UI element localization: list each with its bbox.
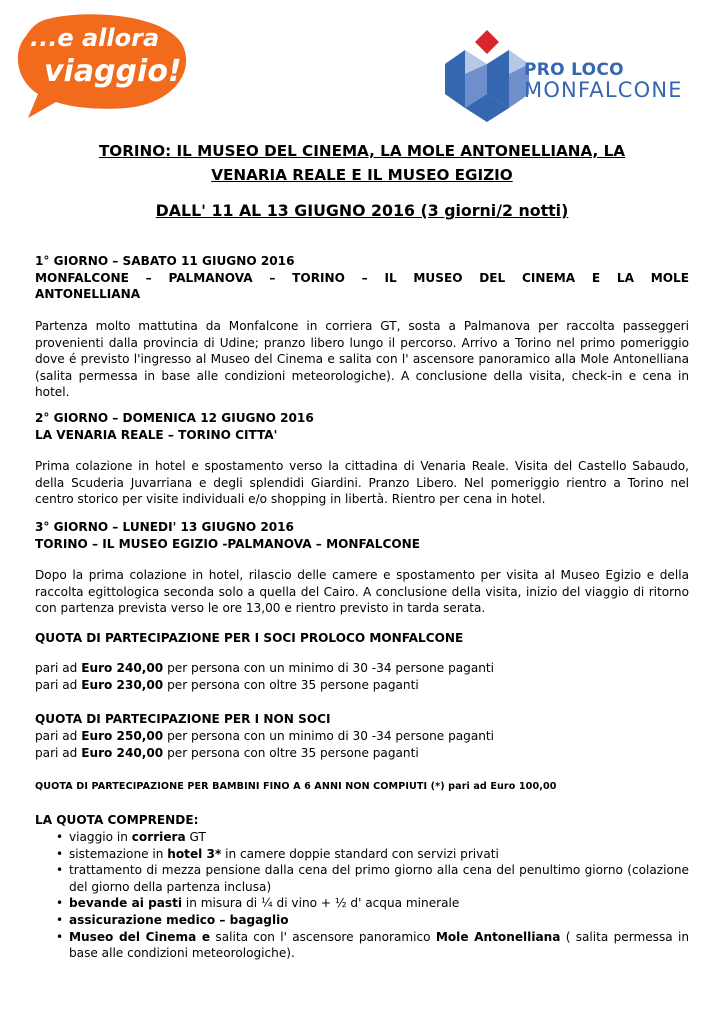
item-bold: Museo del Cinema e <box>69 929 211 944</box>
page-title <box>30 139 694 187</box>
day3-header <box>35 519 689 552</box>
quota-non-soci-row <box>35 728 689 745</box>
list-item <box>35 846 689 863</box>
row-prefix: pari ad <box>35 729 82 743</box>
quota-soci-row <box>35 677 689 694</box>
comprende-list-block <box>35 829 689 962</box>
list-item <box>35 829 689 846</box>
day1-route-line2: ANTONELLIANA <box>35 287 141 302</box>
quota-non-soci-rows <box>35 728 689 761</box>
row-suffix: per persona con oltre 35 persone paganti <box>163 745 419 760</box>
logo-left-line1: ...e allora <box>30 24 160 52</box>
day1-header <box>35 253 689 303</box>
item-bold: corriera <box>131 830 186 844</box>
item-bold: Mole Antonelliana <box>435 929 561 944</box>
comprende-heading: LA QUOTA COMPRENDE: <box>35 813 199 827</box>
day2-heading: 2° GIORNO – DOMENICA 12 GIUGNO 2016 <box>35 411 314 425</box>
item-text: salita con l' ascensore panoramico <box>210 929 436 944</box>
item-text: trattamento di mezza pensione dalla cena del primo giorno alla cena del penultimo giorno (colazione del giorno della partenza inclusa) <box>69 863 689 894</box>
item-text: ( salita permessa in base alle condizioni meteorologiche). <box>69 929 689 961</box>
item-bold: hotel 3* <box>167 846 222 861</box>
logo-right-line1: PRO LOCO <box>524 60 624 80</box>
day2-route: LA VENARIA REALE – TORINO CITTA' <box>35 427 278 442</box>
day2-header <box>35 410 689 443</box>
logo-right-line2: MONFALCONE <box>524 78 683 102</box>
title-line-1: TORINO: IL MUSEO DEL CINEMA, LA MOLE ANTONELLIANA, LA <box>98 142 626 160</box>
day3-description: Dopo la prima colazione in hotel, rilascio delle camere e spostamento per visita al Museo Egizio e della raccolta egittologica seconda solo a quella del Cairo. A conclusione della visita, inizio del viaggio di ritorno con partenza prevista verso le ore 13,00 e rientro previsto in tarda serata. <box>35 568 689 616</box>
title-line-2: VENARIA REALE E IL MUSEO EGIZIO <box>211 166 513 184</box>
day3-heading: 3° GIORNO – LUNEDI' 13 GIUGNO 2016 <box>35 520 294 534</box>
item-text: in camere doppie standard con servizi privati <box>221 846 499 861</box>
list-item <box>35 862 689 895</box>
row-prefix: pari ad <box>35 661 82 675</box>
day1-heading: 1° GIORNO – SABATO 11 GIUGNO 2016 <box>35 254 295 268</box>
quota-soci-row <box>35 660 689 677</box>
day3-route: TORINO – IL MUSEO EGIZIO -PALMANOVA – MONFALCONE <box>35 536 420 551</box>
row-prefix: pari ad <box>35 677 82 692</box>
quota-non-soci-heading: QUOTA DI PARTECIPAZIONE PER I NON SOCI <box>35 712 331 726</box>
row-amount: Euro 250,00 <box>81 729 164 743</box>
row-suffix: per persona con un minimo di 30 -34 persone paganti <box>163 729 495 743</box>
item-bold: assicurazione medico – bagaglio <box>69 912 289 927</box>
row-suffix: per persona con oltre 35 persone paganti <box>163 677 419 692</box>
day2-description: Prima colazione in hotel e spostamento verso la cittadina di Venaria Reale. Visita del Castello Sabaudo, della Scuderia Juvarriana e degli splendidi Giardini. Pranzo Libero. Nel pomeriggio rientro a Torino nel centro storico per visite individuali e/o shopping in libertà. Rientro per cena in hotel. <box>35 459 689 507</box>
row-prefix: pari ad <box>35 745 82 760</box>
list-item <box>35 895 689 912</box>
logo-left-line2: viaggio! <box>44 54 182 89</box>
item-bold: bevande ai pasti <box>69 896 183 911</box>
day1-route-line1: MONFALCONE – PALMANOVA – TORINO – IL MUSEO DEL CINEMA E LA MOLE <box>35 270 689 285</box>
quota-soci-heading: QUOTA DI PARTECIPAZIONE PER I SOCI PROLOCO MONFALCONE <box>35 631 464 645</box>
row-amount: Euro 240,00 <box>81 745 164 760</box>
trip-dates: DALL' 11 AL 13 GIUGNO 2016 (3 giorni/2 notti) <box>155 201 569 220</box>
list-item <box>35 912 689 929</box>
row-amount: Euro 230,00 <box>81 677 164 692</box>
comprende-list <box>35 829 689 962</box>
item-text: sistemazione in <box>69 846 168 861</box>
day1-description: Partenza molto mattutina da Monfalcone in corriera GT, sosta a Palmanova per raccolta passeggeri provenienti dalla provincia di Udine; pranzo libero lungo il percorso. Arrivo a Torino nel primo pomeriggio dove é previsto l'ingresso al Museo del Cinema e salita con l' ascensore panoramico alla Mole Antonelliana (salita permessa in base alle condizioni meteorologiche). A conclusione della visita, check-in e cena in hotel. <box>35 319 689 400</box>
quota-soci-rows <box>35 660 689 693</box>
row-suffix: per persona con un minimo di 30 -34 persone paganti <box>163 661 495 675</box>
item-text: viaggio in <box>69 830 132 844</box>
row-amount: Euro 240,00 <box>81 661 164 675</box>
quota-bambini: QUOTA DI PARTECIPAZIONE PER BAMBINI FINO A 6 ANNI NON COMPIUTI (*) pari ad Euro 100,00 <box>35 781 557 792</box>
item-text: in misura di ¼ di vino + ½ d' acqua minerale <box>182 896 460 911</box>
list-item <box>35 929 689 962</box>
quota-non-soci-row <box>35 745 689 762</box>
item-text: GT <box>185 830 206 844</box>
